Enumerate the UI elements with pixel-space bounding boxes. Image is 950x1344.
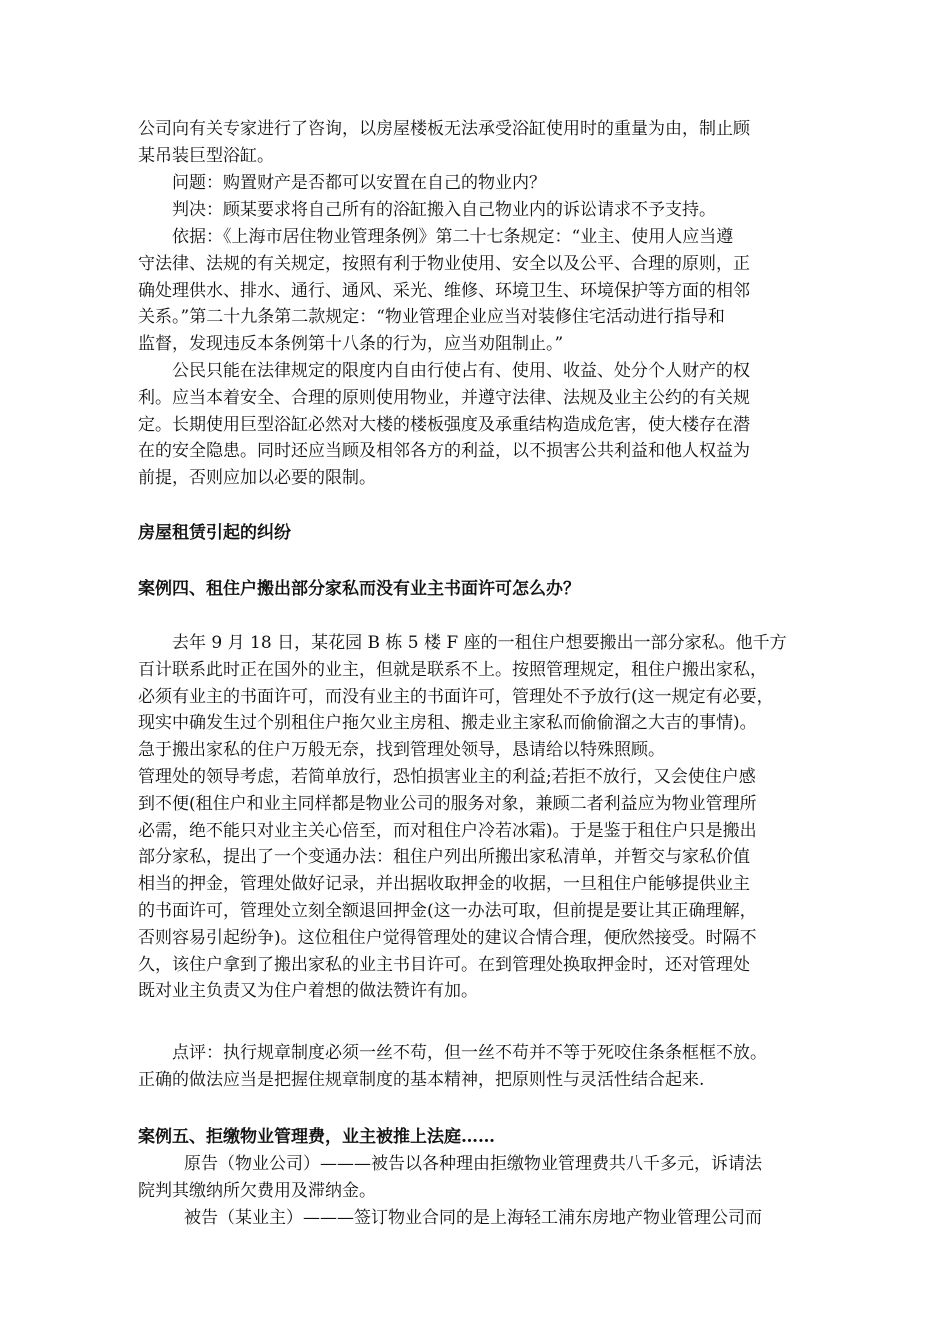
text-line: 利。应当本着安全、合理的原则使用物业，并遵守法律、法规及业主公约的有关规: [138, 387, 750, 408]
text-line: 否则容易引起纷争)。这位租住户觉得管理处的建议合情合理，便欣然接受。时隔不: [138, 927, 757, 948]
text-line: 百计联系此时正在国外的业主，但就是联系不上。按照管理规定，租住户搬出家私，: [138, 659, 767, 680]
text-line: 监督，发现违反本条例第十八条的行为，应当劝阻制止。”: [138, 334, 564, 355]
text-line: 部分家私，提出了一个变通办法：租住户列出所搬出家私清单，并暂交与家私价值: [138, 847, 750, 868]
defendant-paragraph: [138, 1205, 850, 1232]
text-line: 去年 9 月 18 日，某花园 B 栋 5 楼 F 座的一租住户想要搬出一部分家私。他千方: [172, 633, 787, 653]
text-line: 依据：《上海市居住物业管理条例》第二十七条规定：“业主、使用人应当遵: [172, 227, 734, 247]
text-line: 确处理供水、排水、通行、通风、采光、维修、环境卫生、环境保护等方面的相邻: [138, 280, 750, 301]
text-line: 现实中确发生过个别租住户拖欠业主房租、搬走业主家私而偷偷溜之大吉的事情)。: [138, 713, 757, 734]
text-line: 守法律、法规的有关规定，按照有利于物业使用、安全以及公平、合理的原则，正: [138, 253, 750, 274]
case-four-title: 案例四、租住户搬出部分家私而没有业主书面许可怎么办？: [138, 579, 580, 599]
text-line: 到不便(租住户和业主同样都是物业公司的服务对象，兼顾二者利益应为物业管理所: [138, 793, 757, 814]
text-line: 在的安全隐患。同时还应当顾及相邻各方的利益，以不损害公共利益和他人权益为: [138, 441, 750, 462]
case-four-comment: [138, 1040, 850, 1094]
text-line: 关系。”第二十九条第二款规定：“物业管理企业应当对装修住宅活动进行指导和: [138, 307, 725, 328]
text-line: 相当的押金，管理处做好记录，并出据收取押金的收据，一旦租住户能够提供业主: [138, 874, 750, 895]
text-line: 久，该住户拿到了搬出家私的业主书目许可。在到管理处换取押金时，还对管理处: [138, 954, 750, 975]
text-line: 必需，绝不能只对业主关心倍至，而对租住户冷若冰霜)。于是鉴于租住户只是搬出: [138, 820, 757, 841]
text-line: 正确的做法应当是把握住规章制度的基本精神，把原则性与灵活性结合起来.: [138, 1069, 705, 1090]
basis-paragraph: [138, 224, 850, 358]
text-line: 原告（物业公司）———被告以各种理由拒缴物业管理费共八千多元，诉请法: [184, 1154, 762, 1174]
text-line: 的书面许可，管理处立刻全额退回押金(这一办法可取，但前提是要让其正确理解，: [138, 900, 757, 921]
text-line: 定。长期使用巨型浴缸必然对大楼的楼板强度及承重结构造成危害，使大楼存在潜: [138, 414, 750, 435]
case-three-tail: [138, 116, 850, 170]
text-line: 某吊装巨型浴缸。: [138, 145, 274, 166]
case-four-body: [138, 630, 850, 1005]
text-line: 点评：执行规章制度必须一丝不苟，但一丝不苟并不等于死咬住条条框框不放。: [172, 1043, 767, 1063]
question-paragraph: 问题：购置财产是否都可以安置在自己的物业内？: [172, 173, 546, 193]
text-line: 公司向有关专家进行了咨询，以房屋楼板无法承受浴缸使用时的重量为由，制止顾: [138, 119, 750, 139]
text-line: 必须有业主的书面许可，而没有业主的书面许可，管理处不予放行(这一规定有必要，: [138, 686, 774, 707]
plaintiff-paragraph: [138, 1151, 850, 1205]
text-line: 公民只能在法律规定的限度内自由行使占有、使用、收益、处分个人财产的权: [172, 361, 750, 381]
text-line: 被告（某业主）———签订物业合同的是上海轻工浦东房地产物业管理公司而: [184, 1208, 762, 1228]
judgment-paragraph: 判决：顾某要求将自己所有的浴缸搬入自己物业内的诉讼请求不予支持。: [172, 200, 716, 220]
text-line: 院判其缴纳所欠费用及滞纳金。: [138, 1180, 376, 1201]
section-heading: 房屋租赁引起的纠纷: [138, 523, 291, 543]
case-five-title: 案例五、拒缴物业管理费，业主被推上法庭……: [138, 1127, 495, 1147]
text-line: 管理处的领导考虑，若简单放行，恐怕损害业主的利益;若拒不放行，又会使住户感: [138, 766, 756, 787]
text-line: 既对业主负责又为住户着想的做法赞许有加。: [138, 981, 478, 1002]
text-line: 前提，否则应加以必要的限制。: [138, 468, 376, 489]
text-line: 急于搬出家私的住户万般无奈，找到管理处领导，恳请给以特殊照顾。: [138, 740, 665, 761]
comment-paragraph: [138, 358, 850, 492]
